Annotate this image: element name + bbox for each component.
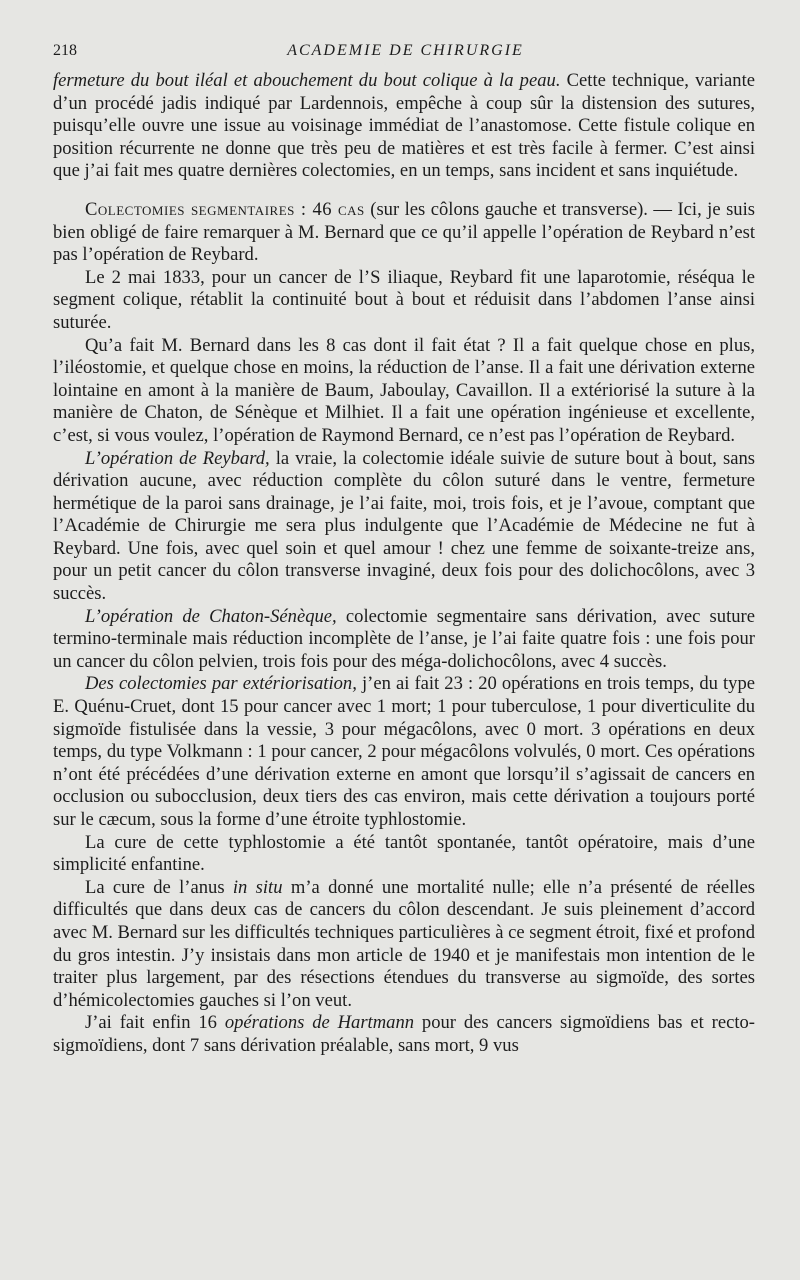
paragraph-text: pour des cancers sigmoïdiens bas et recto-sigmoïdiens, dont 7 sans dérivation préalable, sans mort, 9 vus	[53, 1012, 755, 1056]
italic-phrase: L’opération de Reybard,	[85, 447, 270, 469]
paragraph-text: la vraie, la colectomie idéale suivie de suture bout à bout, sans dérivation aucune, avec réduction complète du côlon suturé dans le ventre, fermeture hermétique de la paroi sans drainage, je l’ai faite, moi, trois fois, et je l’avoue, comptant que l’Académie de Chirurgie me sera plus indulgente que l’Académie de Médecine ne fut à Reybard. Une fois, avec quel soin et quel amour ! chez une femme de soixante-treize ans, pour un petit cancer du côlon transverse invaginé, deux fois pour des dolichocôlons, avec 3 succès.	[53, 447, 755, 605]
section-heading: Colectomies segmentaires : 46 cas	[85, 198, 365, 220]
paragraph	[53, 1012, 755, 1057]
paragraph-text: La cure de cette typhlostomie a été tantôt spontanée, tantôt opératoire, mais d’une simplicité enfantine.	[53, 831, 755, 876]
paragraph	[53, 448, 755, 606]
paragraph-pre: La cure de l’anus	[85, 876, 233, 898]
paragraph	[53, 832, 755, 877]
italic-phrase: L’opération de Chaton-Sénèque,	[85, 605, 337, 627]
paragraph-text: Qu’a fait M. Bernard dans les 8 cas dont il fait état ? Il a fait quelque chose en plus, l’iléostomie, et quelque chose en moins, la réduction de l’anse. Il a fait une dérivation externe lointaine en amont à la manière de Baum, Jaboulay, Cavaillon. Il a extériorisé la suture à la manière de Chaton, de Sénèque et Milhiet. Il a fait une opération ingénieuse et excellente, c’est, si vous voulez, l’opération de Raymond Bernard, ce n’est pas l’opération de Reybard.	[53, 334, 755, 446]
paragraph	[53, 335, 755, 448]
italic-phrase: fermeture du bout iléal et abouchement du bout colique à la peau.	[53, 70, 561, 91]
paragraph-text: colectomie segmentaire sans dérivation, avec suture termino-terminale mais réduction incomplète de l’anse, je l’ai faite quatre fois : une fois pour un cancer du côlon pelvien, trois fois pour des méga-dolichocôlons, avec 4 succès.	[53, 605, 755, 672]
paragraph	[53, 70, 755, 183]
paragraph-text: j’en ai fait 23 : 20 opérations en trois temps, du type E. Quénu-Cruet, dont 15 pour cancer avec 1 mort; 1 pour tuberculose, 1 pour diverticulite du sigmoïde fistulisée dans la vessie, 3 pour mégacôlons, avec 0 mort. 3 opérations en deux temps, du type Volkmann : 1 pour cancer, 2 pour mégacôlons volvulés, 0 mort. Ces opérations n’ont été précédées d’une dérivation externe en amont que lorsqu’il s’agissait de cancers en occlusion ou subocclusion, deux tiers des cas environ, mais cette dérivation a toujours porté sur le cæcum, sous la forme d’une étroite typhlostomie.	[53, 673, 756, 830]
paragraph-text: Le 2 mai 1833, pour un cancer de l’S iliaque, Reybard fit une laparotomie, réséqua le segment colique, rétablit la continuité bout à bout et réduisit dans l’abdomen l’anse ainsi suturée.	[53, 266, 755, 333]
body-text	[53, 70, 755, 1058]
paragraph	[53, 606, 755, 674]
section-heading-paragraph	[53, 199, 755, 267]
running-head: ACADEMIE DE CHIRURGIE	[287, 42, 524, 59]
paragraph	[53, 673, 755, 831]
paragraph-text: m’a donné une mortalité nulle; elle n’a présenté de réelles difficultés que dans deux cas de cancers du côlon descendant. Je suis pleinement d’accord avec M. Bernard sur les difficultés techniques particulières à ce segment étroit, fixé et profond du gros intestin. J’y insistais dans mon article de 1940 et je manifestais mon intention de le traiter plus largement, par des résections étendues du transverse au sigmoïde, des sortes d’hémicolectomies gauches si l’on veut.	[53, 876, 755, 1011]
paragraph-text: (sur les côlons gauche et transverse). — Ici, je suis bien obligé de faire remarquer à M. Bernard que ce qu’il appelle l’opération de Reybard n’est pas l’opération de Reybard.	[53, 198, 755, 266]
paragraph-pre: J’ai fait enfin 16	[85, 1012, 225, 1034]
paragraph	[53, 267, 755, 335]
page-number: 218	[53, 42, 77, 59]
page-header	[53, 40, 758, 64]
italic-phrase: Des colectomies par extériorisation,	[85, 673, 357, 695]
paragraph	[53, 877, 755, 1013]
italic-phrase: in situ	[232, 876, 283, 898]
italic-phrase: opérations de Hartmann	[224, 1012, 415, 1034]
paragraph-text: Cette technique, variante d’un procédé jadis indiqué par Lardennois, empêche à coup sûr la distension des sutures, puisqu’elle ouvre une issue au voisinage immédiat de l’anastomose. Cette fistule colique en position récurrente ne donne que très peu de matières et est très facile à fermer. C’est ainsi que j’ai fait mes quatre dernières colectomies, en un temps, sans incident et sans inquiétude.	[53, 70, 755, 182]
